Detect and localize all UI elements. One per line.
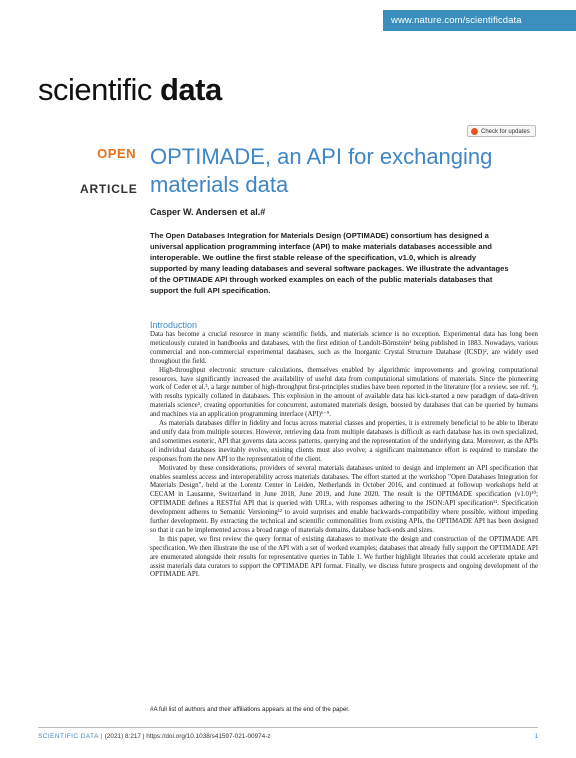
footer-divider	[38, 727, 538, 728]
introduction-body	[150, 331, 538, 580]
check-updates-label: Check for updates	[481, 129, 530, 135]
check-for-updates-button[interactable]	[467, 125, 536, 137]
introduction-heading: Introduction	[150, 320, 198, 330]
abstract: The Open Databases Integration for Materials Design (OPTIMADE) consortium has designed a universal application programming interface (API) to make materials databases accessible and interoperable. We outline the first stable release of the specification, v1.0, which is already supported by many leading databases and several software packages. We illustrate the advantages of the OPTIMADE API through worked examples on each of the public materials databases that support the full API specification.	[150, 231, 509, 295]
page-footer	[38, 733, 538, 740]
journal-url-banner[interactable]: www.nature.com/scientificdata	[383, 10, 576, 31]
article-title: OPTIMADE, an API for exchanging materials data	[150, 144, 493, 197]
journal-name-light: scientific	[38, 72, 160, 107]
paragraph: Data has become a crucial resource in many scientific fields, and materials science is no exception. Experimental data has long been meticulously curated in handbooks and databases, with the first edition of Landolt-Börnstein¹ being published in 1883. Nowadays, various commercial and non-commercial experimental databases, such as the Inorganic Crystal Structure Database (ICSD)², are widely used throughout the field.	[150, 331, 538, 365]
footer-journal: SCIENTIFIC DATA |	[38, 733, 103, 740]
paragraph: High-throughput electronic structure calculations, themselves enabled by algorithmic improvements and growing computational resources, have significantly increased the availability of useful data from computational simulations of materials. Since the pioneering work of Ceder et al.³, a large number of high-throughput first-principles studies have been reported in the literature (for a review, see ref. ⁴), with results typically collated in databases. This explosion in the amount of available data has kick-started a new paradigm of data-driven materials science⁵, creating opportunities for concurrent, automated materials design, boosted by databases that can be queried by humans and machines via an application programming interface (API)⁶⁻⁹.	[150, 366, 538, 419]
journal-logo	[38, 70, 222, 110]
journal-name-bold: data	[159, 72, 222, 107]
paragraph: As materials databases differ in fidelity and focus across material classes and properties, it is extremely beneficial to be able to liberate and unify data from multiple sources. However, retrieving data from multiple databases is difficult as each database has its own specialized, and sometimes esoteric, API that governs data access patterns, querying and the representation of the underlying data. Moreover, as the APIs of individual databases inevitably evolve, existing clients must also evolve; a significant maintenance effort is required to translate the responses from the new API to the representation of the client.	[150, 420, 538, 463]
check-updates-icon	[471, 128, 478, 135]
authors-line[interactable]: Casper W. Andersen et al.#	[150, 207, 266, 217]
open-access-label: OPEN	[97, 146, 136, 161]
paragraph: Motivated by these considerations, providers of several materials databases united to design and implement an API specification that enables seamless access and interoperability across materials databases. The effort started at the workshop "Open Databases Integration for Materials Design", held at the Lorentz Center in Leiden, Netherlands in October 2016, and continued at followup workshops held at CECAM in Lausanne, Switzerland in June 2018, June 2019, and June 2020. The result is the OPTIMADE specification (v1.0)¹⁰; OPTIMADE defines a RESTful API that is queried with URLs, with responses adhering to the JSON:API specification¹¹. Specification development adheres to Semantic Versioning¹² to avoid surprises and enable backwards-compatibility where possible, without impeding further development. By extracting the technical and scientific commonalities from existing APIs, the OPTIMADE API has been designed so that it can be implemented across a broad range of materials domains, database back-ends and sizes.	[150, 464, 538, 534]
article-type-label: ARTICLE	[80, 182, 138, 196]
author-footnote: #A full list of authors and their affiliations appears at the end of the paper.	[150, 706, 350, 713]
paragraph: In this paper, we first review the query format of existing databases to motivate the design and construction of the OPTIMADE API specification. We then illustrate the use of the API with a set of worked examples; databases that already fully support the OPTIMADE API are enumerated alongside their results for representative queries in Table 1. We further highlight libraries that could accelerate uptake and assist materials data curators to support the OPTIMADE API format. Finally, we discuss future prospects and ongoing development of the OPTIMADE API.	[150, 535, 538, 579]
footer-citation-doi[interactable]: (2021) 8:217 | https://doi.org/10.1038/s41597-021-00974-z	[104, 733, 271, 740]
page-number: 1	[534, 733, 538, 740]
